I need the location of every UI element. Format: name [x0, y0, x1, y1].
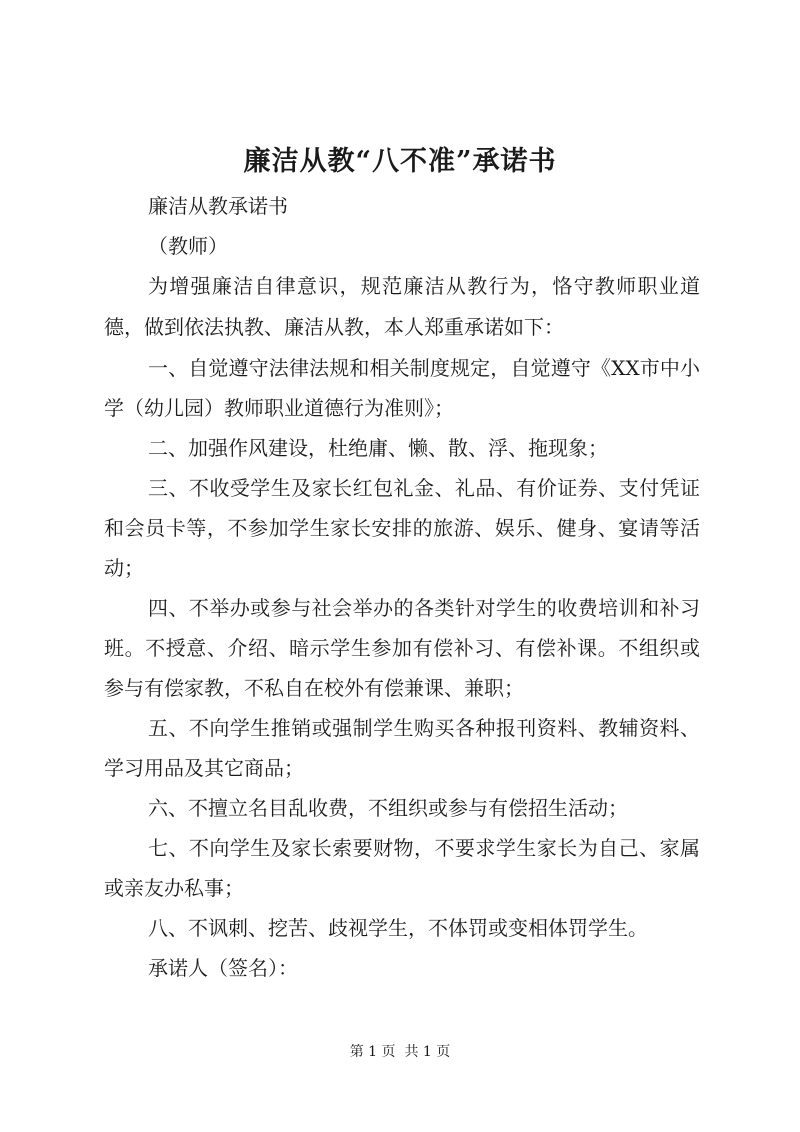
commitment-item-1: 一、自觉遵守法律法规和相关制度规定，自觉遵守《XX市中小学（幼儿园）教师职业道德行为准则》； — [104, 356, 700, 420]
role-label: （教师） — [148, 234, 228, 258]
document-title: 廉洁从教“八不准”承诺书 — [243, 146, 557, 177]
commitment-item-7: 七、不向学生及家长索要财物，不要求学生家长为自己、家属或亲友办私事； — [104, 836, 700, 900]
subtitle: 廉洁从教承诺书 — [148, 194, 288, 218]
intro-paragraph: 为增强廉洁自律意识，规范廉洁从教行为，恪守教师职业道德，做到依法执教、廉洁从教，本人郑重承诺如下： — [104, 274, 700, 339]
page-footer — [0, 1042, 800, 1062]
document-body — [104, 186, 700, 988]
signature-line: 承诺人（签名）： — [148, 956, 298, 980]
commitment-item-8: 八、不讽刺、挖苦、歧视学生，不体罚或变相体罚学生。 — [148, 916, 648, 940]
page-number: 第 1 页 共 1 页 — [349, 1044, 451, 1060]
commitment-item-4: 四、不举办或参与社会举办的各类针对学生的收费培训和补习班。不授意、介绍、暗示学生参加有偿补习、有偿补课。不组织或参与有偿家教，不私自在校外有偿兼课、兼职； — [104, 596, 700, 700]
commitment-item-2: 二、加强作风建设，杜绝庸、懒、散、浮、拖现象； — [148, 436, 608, 460]
commitment-item-3: 三、不收受学生及家长红包礼金、礼品、有价证券、支付凭证和会员卡等，不参加学生家长安排的旅游、娱乐、健身、宴请等活动； — [104, 476, 700, 580]
commitment-item-6: 六、不擅立名目乱收费，不组织或参与有偿招生活动； — [148, 796, 628, 820]
commitment-item-5: 五、不向学生推销或强制学生购买各种报刊资料、教辅资料、学习用品及其它商品； — [104, 716, 700, 780]
